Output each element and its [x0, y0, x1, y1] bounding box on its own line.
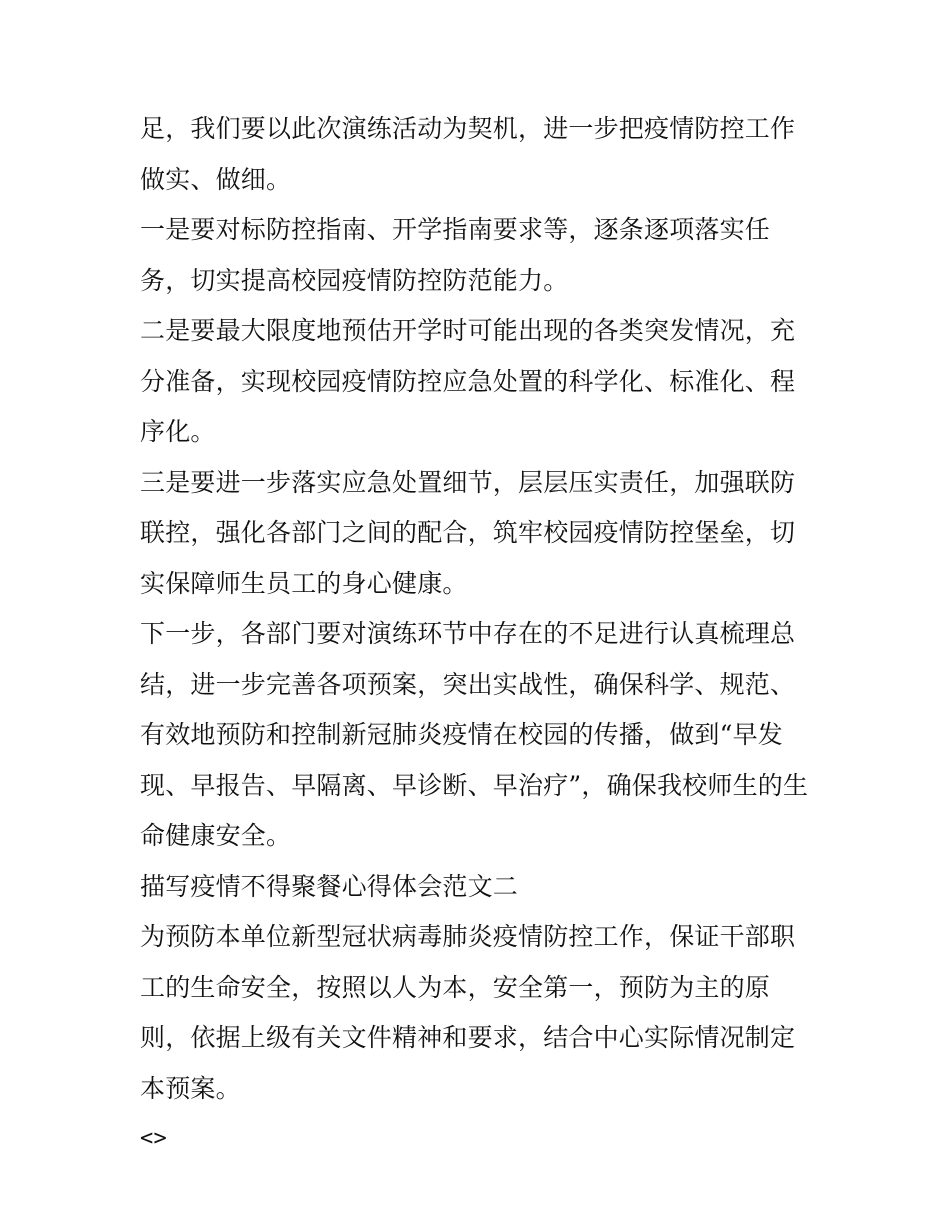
paragraph-point-three: 三是要进一步落实应急处置细节，层层压实责任，加强联防联控，强化各部门之间的配合，筑牢校园疫情防控堡垒，切实保障师生员工的身心健康。: [140, 467, 796, 598]
section-heading: 描写疫情不得聚餐心得体会范文二: [140, 871, 519, 901]
paragraph-preamble: 为预防本单位新型冠状病毒肺炎疫情防控工作，保证干部职工的生命安全，按照以人为本，安全第一，预防为主的原则，依据上级有关文件精神和要求，结合中心实际情况制定本预案。: [140, 922, 796, 1103]
paragraph-point-one: 一是要对标防控指南、开学指南要求等，逐条逐项落实任务，切实提高校园疫情防控防范能力。: [140, 215, 771, 295]
paragraph-intro-continuation: 足，我们要以此次演练活动为契机，进一步把疫情防控工作做实、做细。: [140, 114, 796, 194]
document-body: [140, 104, 820, 1165]
paragraph-next-steps: 下一步，各部门要对演练环节中存在的不足进行认真梳理总结，进一步完善各项预案，突出实战性，确保科学、规范、有效地预防和控制新冠肺炎疫情在校园的传播，做到“早发现、早报告、早隔离、早诊断、早治疗”，确保我校师生的生命健康安全。: [140, 619, 809, 850]
end-mark: <>: [140, 1126, 167, 1151]
paragraph-point-two: 二是要最大限度地预估开学时可能出现的各类突发情况，充分准备，实现校园疫情防控应急处置的科学化、标准化、程序化。: [140, 316, 796, 446]
